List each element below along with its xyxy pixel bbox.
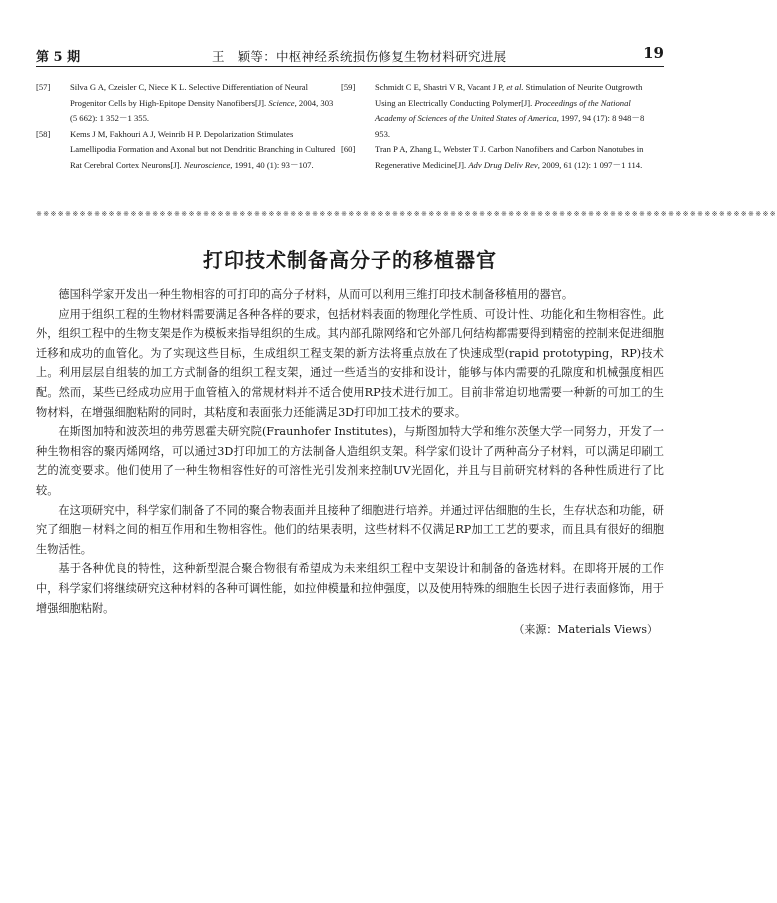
reference-tail: , 2004, 303 (5 662): 1 352－1 355.	[70, 97, 334, 123]
reference-etal: et al.	[506, 82, 524, 92]
running-header	[36, 46, 664, 67]
reference-tail: , 2009, 61 (12): 1 097－1 114.	[537, 159, 643, 170]
paragraph-intro: 德国科学家开发出一种生物相容的可打印的高分子材料，从而可以利用三维打印技术制备移植用的器官。	[58, 288, 574, 301]
reference-number: [57]	[36, 82, 51, 92]
reference-text: Kems J M, Fakhouri A J, Weinrib H P. Depolarization Stimulates Lamellipodia Formation and Axonal but not Dendritic Branching in Cultured Rat Cerebral Cortex Neurons[J].	[70, 128, 336, 170]
reference-text: Tran P A, Zhang L, Webster T J. Carbon Nanofibers and Carbon Nanotubes in Regenerative Medicine[J].	[375, 144, 644, 170]
reference-number: [58]	[36, 128, 51, 139]
reference-text: Silva G A, Czeisler C, Niece K L. Selective Differentiation of Neural Progenitor Cells by High-Epitope Density Nanofibers[J].	[70, 82, 309, 108]
reference-number: [59]	[341, 82, 356, 92]
reference-column-right	[341, 80, 646, 173]
issue-label: 第 5 期	[36, 50, 81, 65]
reference-number: [60]	[341, 144, 356, 154]
article-title: 打印技术制备高分子的移植器官	[203, 248, 497, 272]
reference-text-continued: Stimulation of Neurite Outgrowth Using an Electrically Conducting Polymer[J].	[375, 82, 643, 108]
reference-item	[341, 80, 646, 142]
reference-tail: , 1991, 40 (1): 93－107.	[230, 159, 314, 170]
running-title: 王 颖等：中枢神经系统损伤修复生物材料研究进展	[212, 49, 507, 64]
reference-column-left	[36, 80, 341, 173]
section-separator: ※※※※※※※※※※※※※※※※※※※※※※※※※※※※※※※※※※※※※※※※※※※※※※※※※※※※※※※※※※※※※※※※※※※※※※※※※※※※※※※※※※※※※※※※※※※※※※※※※※※※※※	[36, 210, 777, 218]
paragraph-study: 在这项研究中，科学家们制备了不同的聚合物表面并且接种了细胞进行培养。并通过评估细胞的生长，生存状态和功能，研究了细胞－材料之间的相互作用和生物相容性。他们的结果表明，这些材料不仅满足RP加工工艺的要求，而且具有很好的细胞生物活性。	[36, 503, 664, 556]
page-number: 19	[643, 44, 664, 62]
reference-text: Schmidt C E, Shastri V R, Vacant J P,	[375, 82, 505, 92]
reference-venue: Science	[268, 97, 295, 108]
reference-list	[36, 80, 664, 188]
reference-venue: Proceedings of the National Academy of Sciences of the United States of America	[375, 97, 631, 123]
source-credit: （来源：Materials Views）	[513, 623, 658, 637]
paragraph-development: 在斯图加特和波茨坦的弗劳恩霍夫研究院(Fraunhofer Institutes)，与斯图加特大学和维尔茨堡大学一同努力，开发了一种生物相容的聚丙烯网络，可以通过3D打印加工的方法制备人造组织支架。科学家们设计了两种高分子材料，可以满足印刷工艺的流变要求。他们使用了一种生物相容性好的可溶性光引发剂来控制UV光固化，并且与目前研究材料的各种性质进行了比较。	[36, 425, 664, 497]
reference-venue: Neuroscience	[183, 159, 231, 170]
article-body	[36, 285, 664, 637]
reference-tail: , 1997, 94 (17): 8 948－8 953.	[375, 113, 645, 139]
reference-item	[341, 142, 646, 173]
paragraph-background: 应用于组织工程的生物材料需要满足各种各样的要求，包括材料表面的物理化学性质、可设计性、功能化和生物相容性。此外，组织工程中的生物支架是作为模板来指导组织的生成。其内部孔隙网络和它外部几何结构都需要得到精密的控制来促进细胞迁移和成功的血管化。为了实现这些目标，生成组织工程支架的新方法将重点放在了快速成型(rapid prototyping，RP)技术上。利用层层自组装的加工方式制备的组织工程支架，通过一些适当的安排和设计，能够与体内需要的孔隙度和机械强度相匹配。然而，某些已经成功应用于血管植入的常规材料并不适合使用RP技术进行加工。目前非常迫切地需要一种新的可加工的生物材料，在增强细胞粘附的同时，其粘度和表面张力还能满足3D打印加工技术的要求。	[36, 307, 664, 419]
reference-item	[36, 127, 341, 174]
reference-item	[36, 80, 341, 127]
paragraph-outlook: 基于各种优良的特性，这种新型混合聚合物很有希望成为未来组织工程中支架设计和制备的备选材料。在即将开展的工作中，科学家们将继续研究这种材料的各种可调性能，如拉伸模量和拉伸强度，以及使用特殊的细胞生长因子进行表面修饰，用于增强细胞粘附。	[36, 562, 664, 615]
reference-venue: Adv Drug Deliv Rev	[468, 159, 538, 170]
